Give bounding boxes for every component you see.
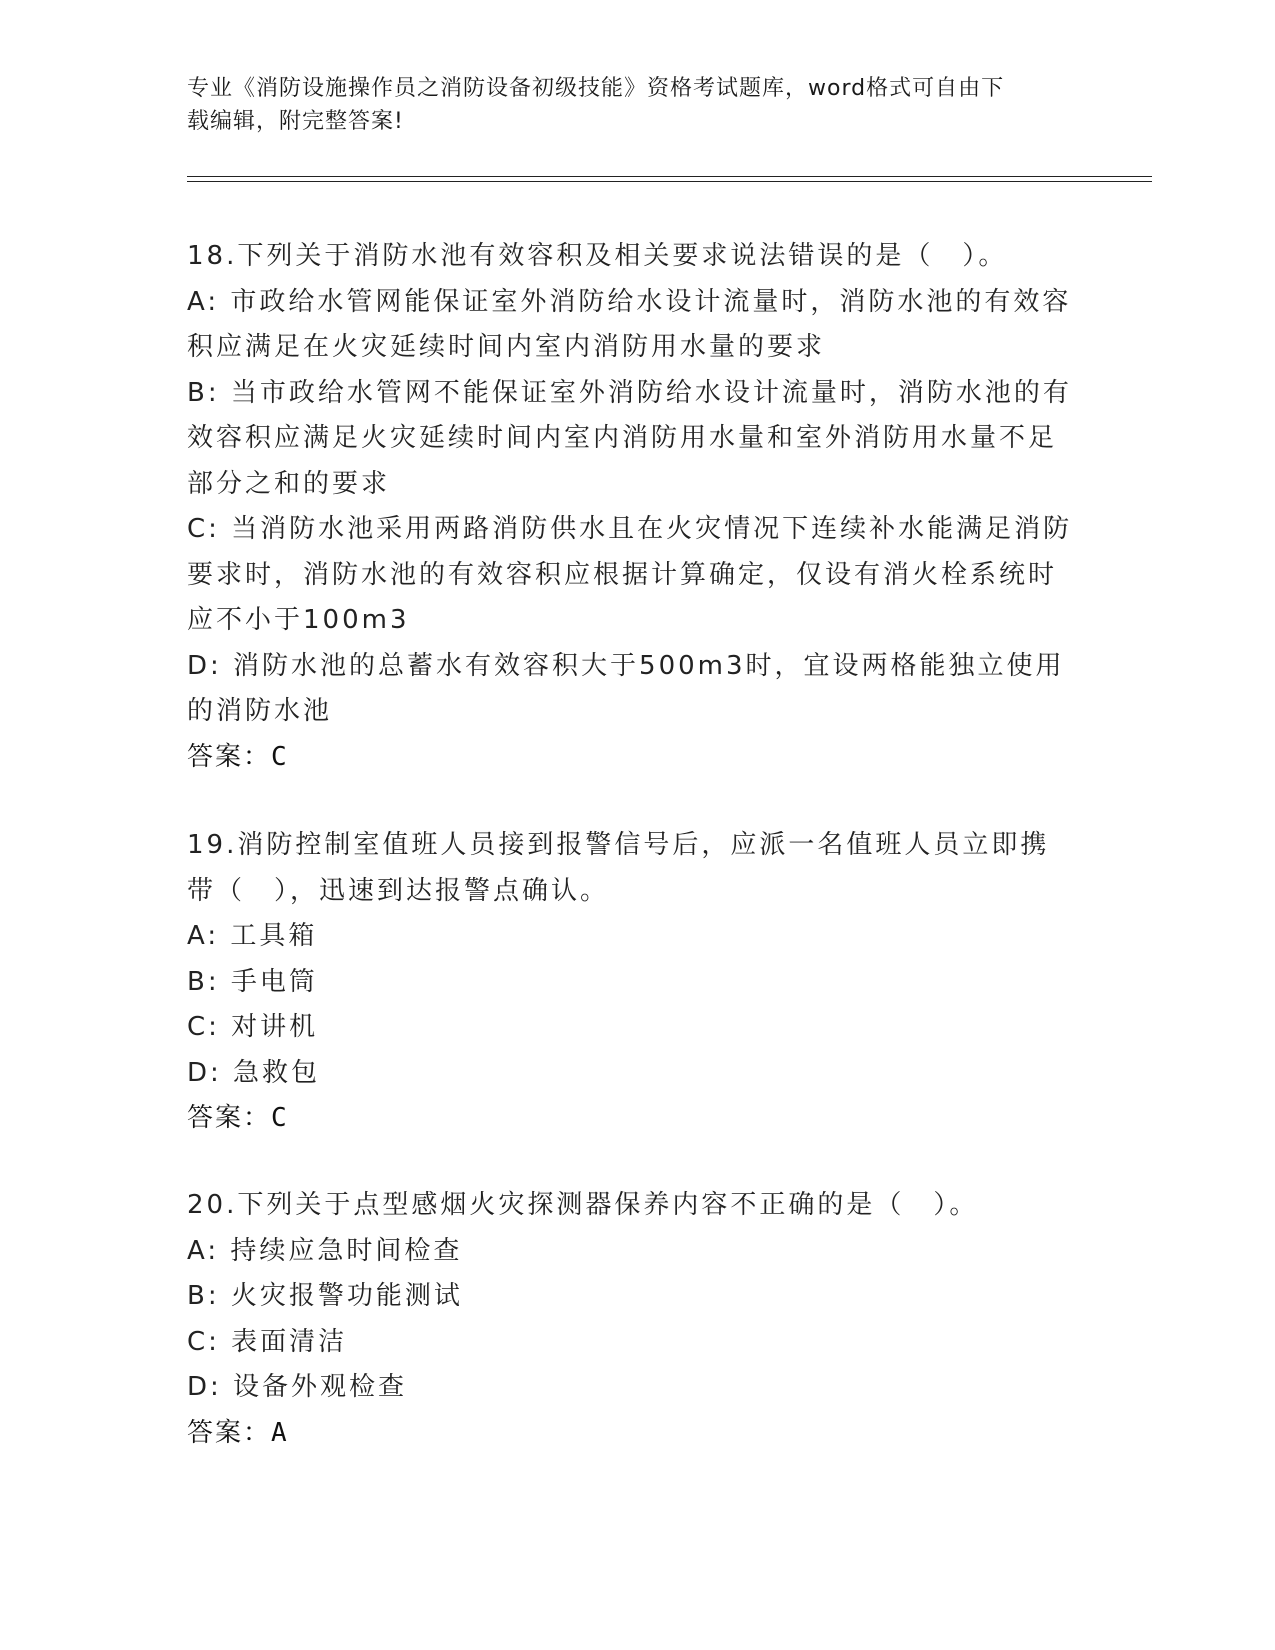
answer-label: 答案：	[187, 1417, 272, 1448]
header-line-1: 专业《消防设施操作员之消防设备初级技能》资格考试题库，word格式可自由下	[187, 76, 1005, 101]
option-a: A: 市政给水管网能保证室外消防给水设计流量时，消防水池的有效容积应满足在火灾延续时间内室内消防用水量的要求	[187, 286, 1072, 362]
option-a: A: 工具箱	[187, 921, 318, 951]
question-stem: 20.下列关于点型感烟火灾探测器保养内容不正确的是（ ）。	[187, 1190, 979, 1220]
option-c: C: 表面清洁	[187, 1326, 348, 1357]
option-b: B: 火灾报警功能测试	[187, 1281, 463, 1311]
answer-label: 答案：	[187, 1103, 272, 1133]
answer-line	[187, 735, 1077, 781]
answer-value: A	[271, 1417, 289, 1448]
option-a: A: 持续应急时间检查	[187, 1235, 463, 1266]
header-divider-top	[187, 176, 1152, 177]
document-header-note	[187, 72, 1067, 138]
option-d: D: 设备外观检查	[187, 1372, 408, 1402]
answer-label: 答案：	[187, 741, 272, 772]
question-19	[187, 823, 1077, 1142]
answer-line	[187, 1096, 1077, 1142]
option-d: D: 急救包	[187, 1057, 321, 1088]
option-d: D: 消防水池的总蓄水有效容积大于500m3时，宜设两格能独立使用的消防水池	[187, 650, 1065, 726]
question-18	[187, 234, 1077, 780]
question-stem: 19.消防控制室值班人员接到报警信号后，应派一名值班人员立即携带（ ），迅速到达报警点确认。	[187, 830, 1050, 906]
option-b: B: 当市政给水管网不能保证室外消防给水设计流量时，消防水池的有效容积应满足火灾延续时间内室内消防用水量和室外消防用水量不足部分之和的要求	[187, 377, 1072, 499]
question-stem: 18.下列关于消防水池有效容积及相关要求说法错误的是（ ）。	[187, 241, 1008, 271]
answer-value: C	[271, 1103, 289, 1133]
question-20	[187, 1183, 1077, 1456]
option-c: C: 当消防水池采用两路消防供水且在火灾情况下连续补水能满足消防要求时，消防水池的有效容积应根据计算确定，仅设有消火栓系统时应不小于100m3	[187, 514, 1073, 635]
header-line-2: 载编辑，附完整答案!	[187, 109, 404, 134]
answer-value: C	[271, 741, 289, 772]
answer-line	[187, 1411, 1077, 1457]
option-c: C: 对讲机	[187, 1012, 319, 1042]
header-divider-bottom	[187, 181, 1152, 182]
option-b: B: 手电筒	[187, 966, 318, 997]
